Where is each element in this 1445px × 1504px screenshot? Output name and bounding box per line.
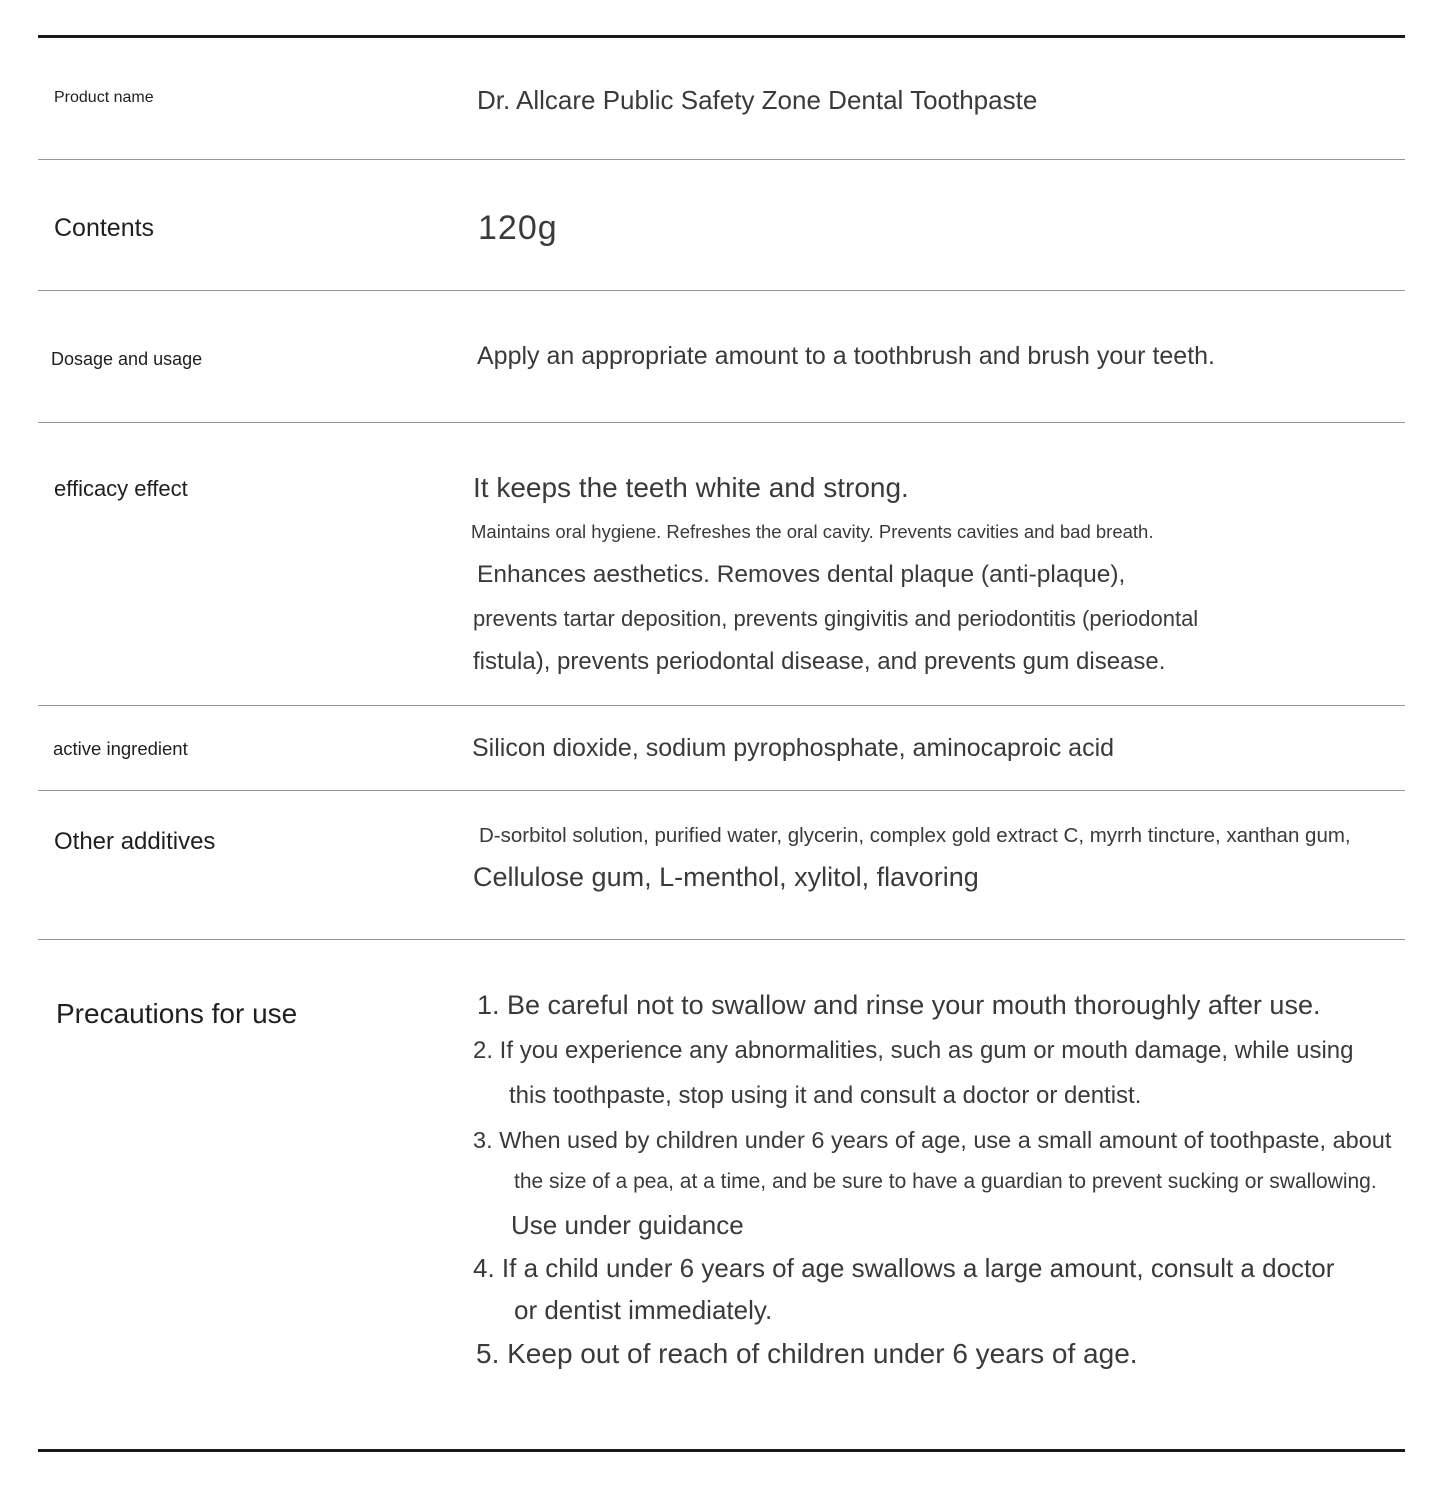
row-divider: [38, 422, 1405, 423]
efficacy-line: fistula), prevents periodontal disease, and prevents gum disease.: [473, 648, 1166, 675]
row-divider: [38, 159, 1405, 160]
table-top-rule: [38, 35, 1405, 38]
precaution-line: this toothpaste, stop using it and consult a doctor or dentist.: [509, 1082, 1142, 1109]
precaution-line: 4. If a child under 6 years of age swallows a large amount, consult a doctor: [473, 1253, 1335, 1283]
active-ingredient-value: Silicon dioxide, sodium pyrophosphate, aminocaproic acid: [472, 734, 1115, 762]
precaution-line: 5. Keep out of reach of children under 6 years of age.: [476, 1338, 1138, 1369]
contents-value: 120g: [478, 209, 558, 247]
efficacy-line: Maintains oral hygiene. Refreshes the oral cavity. Prevents cavities and bad breath.: [471, 521, 1154, 542]
product-name-label: Product name: [54, 89, 154, 106]
dosage-label: Dosage and usage: [51, 349, 203, 369]
product-name-value: Dr. Allcare Public Safety Zone Dental Toothpaste: [477, 85, 1038, 115]
efficacy-line: It keeps the teeth white and strong.: [473, 472, 909, 503]
contents-label: Contents: [54, 214, 155, 242]
precautions-label: Precautions for use: [56, 998, 298, 1029]
efficacy-line: Enhances aesthetics. Removes dental plaque (anti-plaque),: [477, 561, 1126, 588]
row-divider: [38, 705, 1405, 706]
precaution-line: Use under guidance: [511, 1210, 744, 1240]
row-divider: [38, 290, 1405, 291]
active-ingredient-label: active ingredient: [53, 738, 188, 759]
row-divider: [38, 790, 1405, 791]
precaution-line: or dentist immediately.: [514, 1295, 773, 1325]
precaution-line: the size of a pea, at a time, and be sure to have a guardian to prevent sucking or swallowing.: [514, 1170, 1377, 1193]
row-divider: [38, 939, 1405, 940]
precaution-line: 1. Be careful not to swallow and rinse your mouth thoroughly after use.: [477, 990, 1321, 1020]
efficacy-line: prevents tartar deposition, prevents gingivitis and periodontitis (periodontal: [473, 606, 1199, 631]
table-bottom-rule: [38, 1449, 1405, 1452]
precaution-line: 3. When used by children under 6 years of age, use a small amount of toothpaste, about: [473, 1127, 1392, 1153]
additives-line: D-sorbitol solution, purified water, glycerin, complex gold extract C, myrrh tincture, xanthan gum,: [479, 824, 1351, 847]
other-additives-label: Other additives: [54, 828, 216, 855]
precaution-line: 2. If you experience any abnormalities, such as gum or mouth damage, while using: [473, 1037, 1354, 1064]
efficacy-label: efficacy effect: [54, 476, 188, 501]
additives-line: Cellulose gum, L-menthol, xylitol, flavoring: [473, 862, 979, 892]
dosage-value: Apply an appropriate amount to a toothbrush and brush your teeth.: [477, 342, 1215, 370]
